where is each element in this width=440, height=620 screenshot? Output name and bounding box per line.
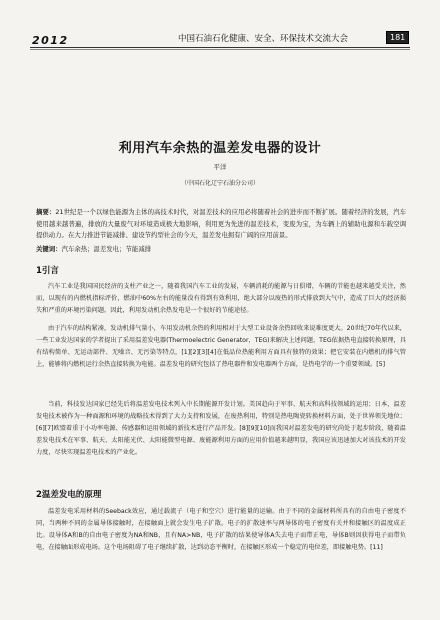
article-author: 平洋	[213, 163, 227, 171]
paragraph: 当前，科技发达国家已经先后将温差发电技术列入中长期能源开发计划。美国趋向于军事、航天和高科技领域的运用；日本，温差发电技术被作为一种面源和环境的战略技术得到了大力支持和发展，在废热利用，特别是热电陶瓷转换材料方面，处于世界领先地位；[6][7]欧盟着重于小功率电源、传感器和运用领域的新技术进行产品开发。[8][9][10]而我国对温差发电的研究尚处于起步阶段，随着温差发电技术在军事、航天、太阳能光伏、太阳能微型电源、废能源利用方面的应用价值越来越明显，我国应该迅速加大对该技术的开发力度，尽快实现温差电技术的产业化。	[36, 401, 406, 456]
header-conference-name: 中国石油石化健康、安全、环保技术交流大会	[178, 34, 349, 44]
header-page-number: 181	[386, 31, 409, 44]
abstract	[36, 207, 406, 242]
keywords-label: 关键词：	[36, 245, 62, 253]
paragraph: 温差发电采用材料的Seeback效应，通过载流子（电子和空穴）进行能量的运输。由于不同的金属材料所具有的自由电子密度不同，当两种不同的金属导体接触时，在接触面上就会发生电子扩散。电子的扩散速率与两导体的电子密度有关并和接触区的温度成正比。设导体A和B的自由电子密度为NA和NB，且有NA>NB，电子扩散的结果使导体A失去电子而带正电，导体B则因获得电子而带负电，在接触面形成电场。这个电场阻碍了电子继续扩散，达到动态平衡时，在接触区形成一个稳定的电位差，即接触电势。[11]	[36, 508, 406, 551]
header-rule-secondary	[30, 49, 410, 50]
section-heading-introduction: 1引言	[36, 266, 59, 276]
article-title: 利用汽车余热的温差发电器的设计	[118, 141, 322, 156]
header-year: 2012	[32, 34, 69, 47]
paragraph: 汽车工业是我国国民经济的支柱产业之一，随着我国汽车工业的发展，车辆消耗的能源与日俱增，车辆的节能也越来越受关注，然而，以现有的内燃机指标评价，燃油中60%左右的能量没有得到有效利用，绝大部分以废热的形式排放到大气中，造成了巨大的经济损失和严重的环境污染问题。因此，利用发动机余热发电是一个很好的节能途径。	[36, 283, 406, 314]
header-rule	[30, 47, 410, 48]
keywords	[36, 244, 406, 255]
abstract-label: 摘要：	[36, 208, 56, 216]
paragraph: 由于汽车的结构紧凑，发动机排气量小，车用发动机余热的利用相对于大型工业设备余热回收来说难度更大。20世纪70年代以来，一些工业发达国家的学者提出了采用温差发电器(Thermoelectric Generator，TEG)来解决上述问题，TEG依据热电直接转换原理，具有结构简单、无运动部件、无噪音、无污染等特点，[1][2][3][4]在低品位热能利用方面具有独特的效果；把它安装在内燃机的排气管上，能够将内燃机运行余热直接转换为电能。温差发电的研究包括了热电器件和发电器两个方面，是热电学的一个重要领域。[5]	[36, 325, 406, 368]
article-affiliation: （中国石化辽宁石油分公司）	[180, 180, 259, 187]
section-heading-principle: 2温差发电的原理	[36, 490, 102, 500]
running-header	[0, 26, 440, 48]
keywords-text: 汽车余热；温差发电；节能减排	[61, 245, 152, 253]
abstract-text: 21世纪是一个以绿色能源为主体的高技术时代，对温差技术的应用必将随着社会的进步而不断扩展。随着经济的发展，汽车使用越来越普遍，排放的大量废气对环境造成极大地影响，利用更为先进的温差技术，变废为宝，为车辆上的辅助电源和车载空调提供动力。在大力推进节能减排、建设节约型社会的今天，温差发电拥有广阔的应用前景。	[36, 208, 406, 239]
